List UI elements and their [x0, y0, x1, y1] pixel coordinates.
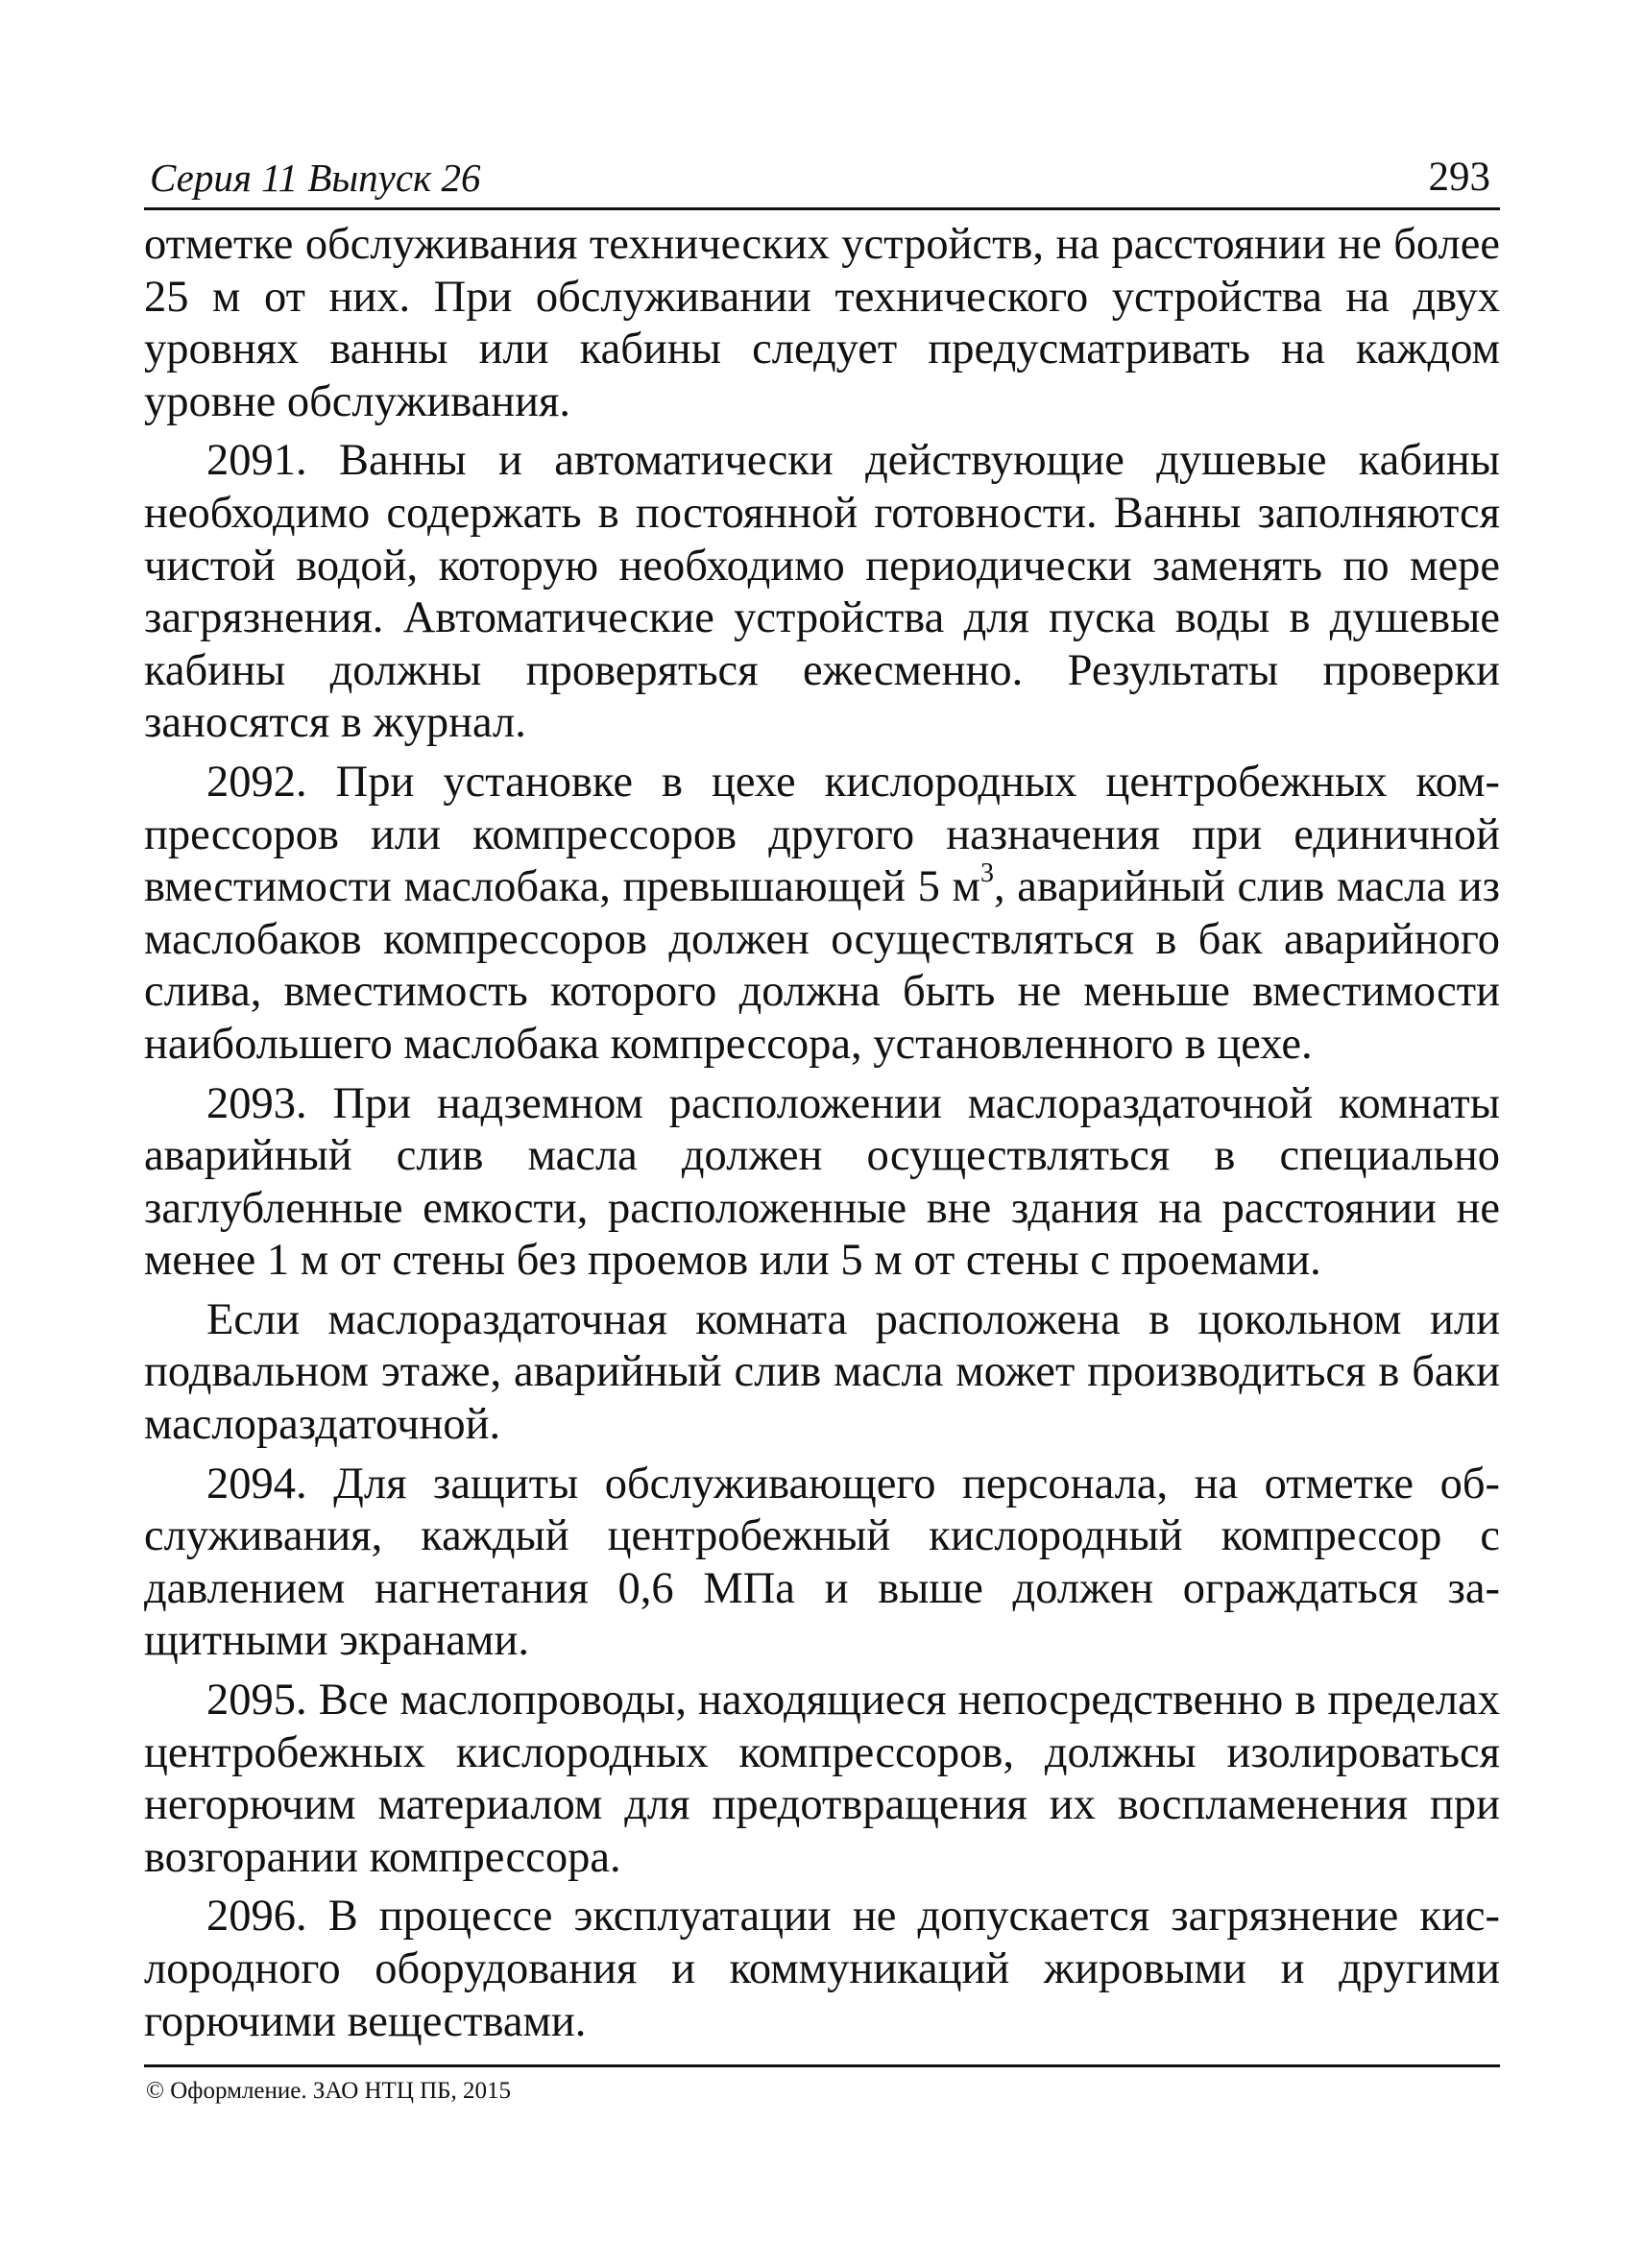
paragraph-2091: 2091. Ванны и автоматически действующие душевые кабины необходимо содержать в постоянной готовности. Ванны заполняются чистой водой, которую необходимо периодически заменять по мере загрязнения. Автоматические устройства для пуска воды в душевые кабины должны проверяться ежесменно. Результаты проверки заносятся в журнал.	[144, 436, 1500, 748]
paragraph-2093: 2093. При надземном расположении маслораздаточной комнаты аварийный слив масла должен осуществляться в специально заглубленные емкости, расположенные вне здания на расстоянии не менее 1 м от стены без проемов или 5 м от стены с проемами.	[144, 1078, 1500, 1286]
page-number: 293	[1428, 155, 1490, 200]
footer-divider	[144, 2064, 1500, 2067]
series-title: Серия 11 Выпуск 26	[150, 156, 481, 200]
paragraph-2094: 2094. Для защиты обслуживающего персонала, на отметке обслуживания, каждый центробежный кислородный компрессор с давлением нагнетания 0,6 МПа и выше должен ограждаться защитными экранами.	[144, 1459, 1500, 1666]
paragraph-2093-continued: Если маслораздаточная комната расположена в цокольном или подвальном этаже, аварийный слив масла может производиться в баки маслораздаточной.	[144, 1294, 1500, 1450]
paragraph-2092-part-b: , аварийный слив масла из маслобаков компрессоров должен осуществляться в бак аварийного слива, вместимость которого должна быть не меньше вместимости наибольшего маслобака компрессора, установленного в цехе.	[144, 862, 1500, 1069]
paragraph-2092-part-a: 2092. При установке в цехе кислородных центробежных компрессоров или компрессоров другого назначения при единичной вместимости маслобака, превышающей 5 м	[144, 757, 1500, 912]
document-page	[144, 0, 1500, 2268]
running-header	[144, 152, 1500, 210]
paragraph-continuation: отметке обслуживания технических устройств, на расстоянии не более 25 м от них. При обслуживании технического устройства на двух уровнях ванны или кабины следует предусматривать на каждом уровне обслуживания.	[144, 220, 1500, 426]
paragraph-2092	[144, 757, 1500, 1072]
paragraph-2096: 2096. В процессе эксплуатации не допускается загрязнение кислородного оборудования и коммуникаций жировыми и другими горючими веществами.	[144, 1892, 1500, 2046]
superscript-cubed: 3	[979, 857, 994, 888]
paragraph-2095: 2095. Все маслопроводы, находящиеся непосредственно в пределах центробежных кислородных компрессоров, должны изолироваться негорючим материалом для предотвращения их воспламенения при возгорании компрессора.	[144, 1676, 1500, 1882]
footer-copyright: © Оформление. ЗАО НТЦ ПБ, 2015	[146, 2078, 512, 2104]
body-text	[144, 219, 1500, 2055]
